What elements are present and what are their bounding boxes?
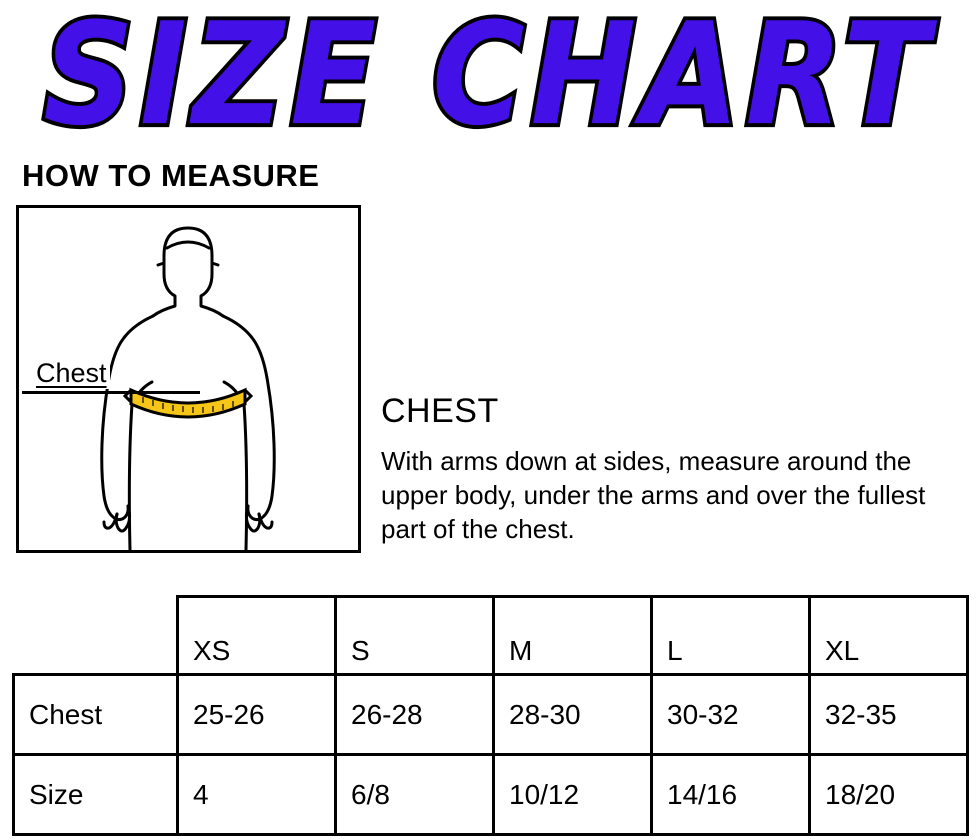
cell-size-l: 14/16	[652, 755, 810, 835]
size-table-container	[12, 595, 966, 840]
cell-size-s: 6/8	[336, 755, 494, 835]
cell-chest-s: 26-28	[336, 675, 494, 755]
table-header-xs: XS	[178, 597, 336, 675]
table-header-m: M	[494, 597, 652, 675]
table-row	[14, 755, 968, 835]
page-title: SIZE CHART	[43, 0, 935, 157]
chest-callout-leader-line	[22, 391, 200, 394]
table-header-row	[14, 597, 968, 675]
row-label-size: Size	[14, 755, 178, 835]
chest-callout-label: Chest	[33, 358, 110, 389]
cell-size-m: 10/12	[494, 755, 652, 835]
page-title-container	[0, 0, 978, 157]
tape-measure-icon	[131, 390, 245, 417]
description-block	[381, 392, 971, 546]
table-row	[14, 675, 968, 755]
table-corner-cell	[14, 597, 178, 675]
size-table	[12, 595, 969, 836]
section-heading-how-to-measure: HOW TO MEASURE	[22, 158, 320, 193]
table-header-s: S	[336, 597, 494, 675]
cell-chest-l: 30-32	[652, 675, 810, 755]
description-heading: CHEST	[381, 392, 499, 430]
table-header-l: L	[652, 597, 810, 675]
row-label-chest: Chest	[14, 675, 178, 755]
cell-chest-m: 28-30	[494, 675, 652, 755]
cell-chest-xl: 32-35	[810, 675, 968, 755]
cell-chest-xs: 25-26	[178, 675, 336, 755]
table-header-xl: XL	[810, 597, 968, 675]
cell-size-xl: 18/20	[810, 755, 968, 835]
description-body: With arms down at sides, measure around the upper body, under the arms and over the fullest part of the chest.	[381, 446, 926, 544]
cell-size-xs: 4	[178, 755, 336, 835]
